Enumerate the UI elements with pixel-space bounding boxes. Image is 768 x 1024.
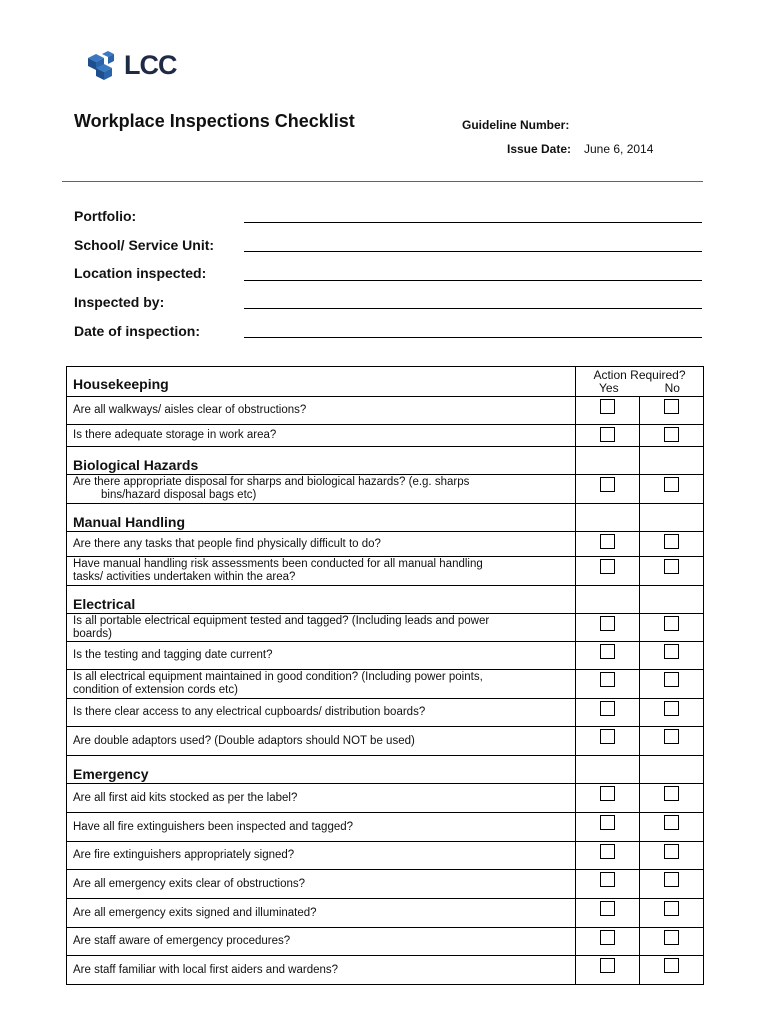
table-row [67,425,704,447]
table-row [67,699,704,727]
school-service-unit-label: School/ Service Unit: [74,237,215,253]
question-text: Are all emergency exits signed and illuminated? [73,906,317,919]
question-text-line-2: condition of extension cords etc) [73,684,238,696]
section-row-housekeeping [67,367,704,397]
action-required-label: Action Required? [593,368,686,382]
no-checkbox[interactable] [664,901,679,916]
yes-checkbox[interactable] [600,534,615,549]
lcc-logo [86,50,177,80]
yes-checkbox[interactable] [600,844,615,859]
no-checkbox[interactable] [664,534,679,549]
question-text-line-2: bins/hazard disposal bags etc) [101,489,257,501]
location-inspected-label: Location inspected: [74,265,207,281]
yes-checkbox[interactable] [600,559,615,574]
question-text: Are double adaptors used? (Double adaptors should NOT be used) [73,734,415,747]
date-of-inspection-label: Date of inspection: [74,323,201,339]
table-row [67,614,704,642]
question-text-line-2: boards) [73,627,112,640]
table-row [67,727,704,756]
section-title-biological-hazards: Biological Hazards [73,457,199,473]
cube-logo-icon [86,50,120,80]
no-checkbox[interactable] [664,701,679,716]
table-row [67,870,704,899]
question-text: Are staff familiar with local first aiders and wardens? [73,963,339,976]
question-text: Is there adequate storage in work area? [73,429,277,441]
no-checkbox[interactable] [664,815,679,830]
yes-checkbox[interactable] [600,399,615,414]
question-text-line-1: Is all electrical equipment maintained in good condition? (Including power points, [73,671,483,683]
question-text: Is there clear access to any electrical cupboards/ distribution boards? [73,706,426,718]
no-column-label: No [664,381,680,395]
question-text: Is the testing and tagging date current? [73,649,273,661]
no-checkbox[interactable] [664,930,679,945]
page-title: Workplace Inspections Checklist [74,111,355,131]
section-row-electrical [67,586,704,614]
action-required-header [576,367,704,397]
header-divider [62,181,703,182]
portfolio-input-line[interactable] [244,222,702,223]
inspected-by-input-line[interactable] [244,308,702,309]
no-checkbox[interactable] [664,644,679,659]
question-text: Are there any tasks that people find physically difficult to do? [73,537,381,550]
portfolio-label: Portfolio: [74,208,137,224]
table-row [67,813,704,842]
guideline-number-label: Guideline Number: [462,118,570,132]
no-checkbox[interactable] [664,672,679,687]
yes-checkbox[interactable] [600,786,615,801]
question-text: Are all first aid kits stocked as per the label? [73,791,298,804]
question-text: Are all emergency exits clear of obstructions? [73,877,306,890]
question-text: Are all walkways/ aisles clear of obstructions? [73,404,307,416]
question-text-line-1: Is all portable electrical equipment tested and tagged? (Including leads and power [73,614,490,627]
section-title-emergency: Emergency [73,766,149,782]
logo-text: LCC [124,50,177,80]
no-checkbox[interactable] [664,729,679,744]
no-checkbox[interactable] [664,477,679,492]
yes-checkbox[interactable] [600,872,615,887]
question-text: Have all fire extinguishers been inspected and tagged? [73,820,354,833]
table-row [67,532,704,557]
no-checkbox[interactable] [664,616,679,631]
yes-checkbox[interactable] [600,958,615,973]
yes-checkbox[interactable] [600,815,615,830]
yes-checkbox[interactable] [600,701,615,716]
inspection-checklist-table [66,366,704,985]
section-title-manual-handling: Manual Handling [73,514,185,530]
question-text-line-1: Have manual handling risk assessments been conducted for all manual handling [73,558,483,570]
yes-checkbox[interactable] [600,672,615,687]
section-row-emergency [67,756,704,784]
table-row [67,642,704,670]
table-row [67,557,704,586]
yes-checkbox[interactable] [600,616,615,631]
yes-checkbox[interactable] [600,427,615,442]
yes-checkbox[interactable] [600,644,615,659]
question-text: Are fire extinguishers appropriately signed? [73,849,295,861]
question-text-line-2: tasks/ activities undertaken within the area? [73,571,296,583]
table-row [67,899,704,928]
table-row [67,842,704,870]
school-service-unit-input-line[interactable] [244,251,702,252]
yes-checkbox[interactable] [600,477,615,492]
date-of-inspection-input-line[interactable] [244,337,702,338]
yes-column-label: Yes [599,381,619,395]
no-checkbox[interactable] [664,786,679,801]
issue-date-label: Issue Date: [507,142,572,156]
inspected-by-label: Inspected by: [74,294,165,310]
section-title-housekeeping: Housekeeping [73,376,169,392]
section-row-manual-handling [67,504,704,532]
table-row [67,475,704,504]
no-checkbox[interactable] [664,427,679,442]
section-cell [67,367,576,397]
table-row [67,928,704,956]
no-checkbox[interactable] [664,559,679,574]
location-inspected-input-line[interactable] [244,280,702,281]
yes-checkbox[interactable] [600,901,615,916]
no-checkbox[interactable] [664,844,679,859]
issue-date-value: June 6, 2014 [584,142,654,156]
no-checkbox[interactable] [664,872,679,887]
yes-checkbox[interactable] [600,729,615,744]
table-row [67,670,704,699]
no-checkbox[interactable] [664,958,679,973]
section-row-biological-hazards [67,447,704,475]
no-checkbox[interactable] [664,399,679,414]
question-text: Are staff aware of emergency procedures? [73,935,291,947]
table-row [67,784,704,813]
table-row [67,956,704,985]
question-text-line-1: Are there appropriate disposal for sharps and biological hazards? (e.g. sharps [73,476,470,488]
table-row [67,397,704,425]
section-title-electrical: Electrical [73,596,136,612]
yes-checkbox[interactable] [600,930,615,945]
